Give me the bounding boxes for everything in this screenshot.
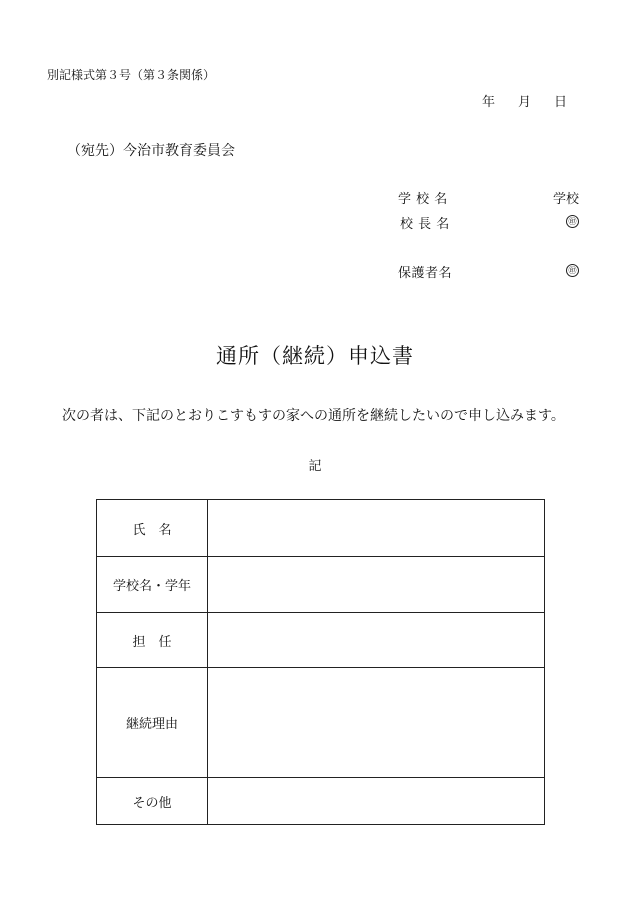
other-field[interactable] bbox=[208, 778, 545, 825]
application-table bbox=[96, 499, 545, 825]
ki-heading: 記 bbox=[308, 459, 322, 474]
teacher-field[interactable] bbox=[208, 613, 545, 668]
table-row-school-grade bbox=[97, 557, 545, 613]
school-name-label: 学 校 名 bbox=[398, 192, 448, 207]
name-field[interactable] bbox=[208, 500, 545, 557]
table-row-name bbox=[97, 500, 545, 557]
date-day: 日 bbox=[554, 95, 568, 110]
document-title: 通所（継続）申込書 bbox=[216, 344, 414, 368]
other-label: その他 bbox=[97, 778, 208, 825]
principal-name-label: 校 長 名 bbox=[400, 217, 450, 232]
guardian-name-label: 保護者名 bbox=[398, 266, 453, 281]
teacher-label: 担 任 bbox=[97, 613, 208, 668]
statement: 次の者は、下記のとおりこすもすの家への通所を継続したいので申し込みます。 bbox=[62, 408, 565, 424]
addressee: （宛先）今治市教育委員会 bbox=[67, 143, 235, 159]
guardian-seal-icon: ㊞ bbox=[566, 264, 579, 277]
principal-seal-icon: ㊞ bbox=[566, 215, 579, 228]
table-row-teacher bbox=[97, 613, 545, 668]
date-year: 年 bbox=[482, 95, 496, 110]
school-name-value: 学校 bbox=[553, 192, 580, 207]
date-line bbox=[482, 91, 567, 110]
school-grade-field[interactable] bbox=[208, 557, 545, 613]
name-label: 氏 名 bbox=[97, 500, 208, 557]
reason-field[interactable] bbox=[208, 668, 545, 778]
reason-label: 継続理由 bbox=[97, 668, 208, 778]
table-row-reason bbox=[97, 668, 545, 778]
table-row-other bbox=[97, 778, 545, 825]
school-grade-label: 学校名・学年 bbox=[97, 557, 208, 613]
form-number: 別記様式第３号（第３条関係） bbox=[47, 68, 216, 82]
date-month: 月 bbox=[518, 95, 532, 110]
